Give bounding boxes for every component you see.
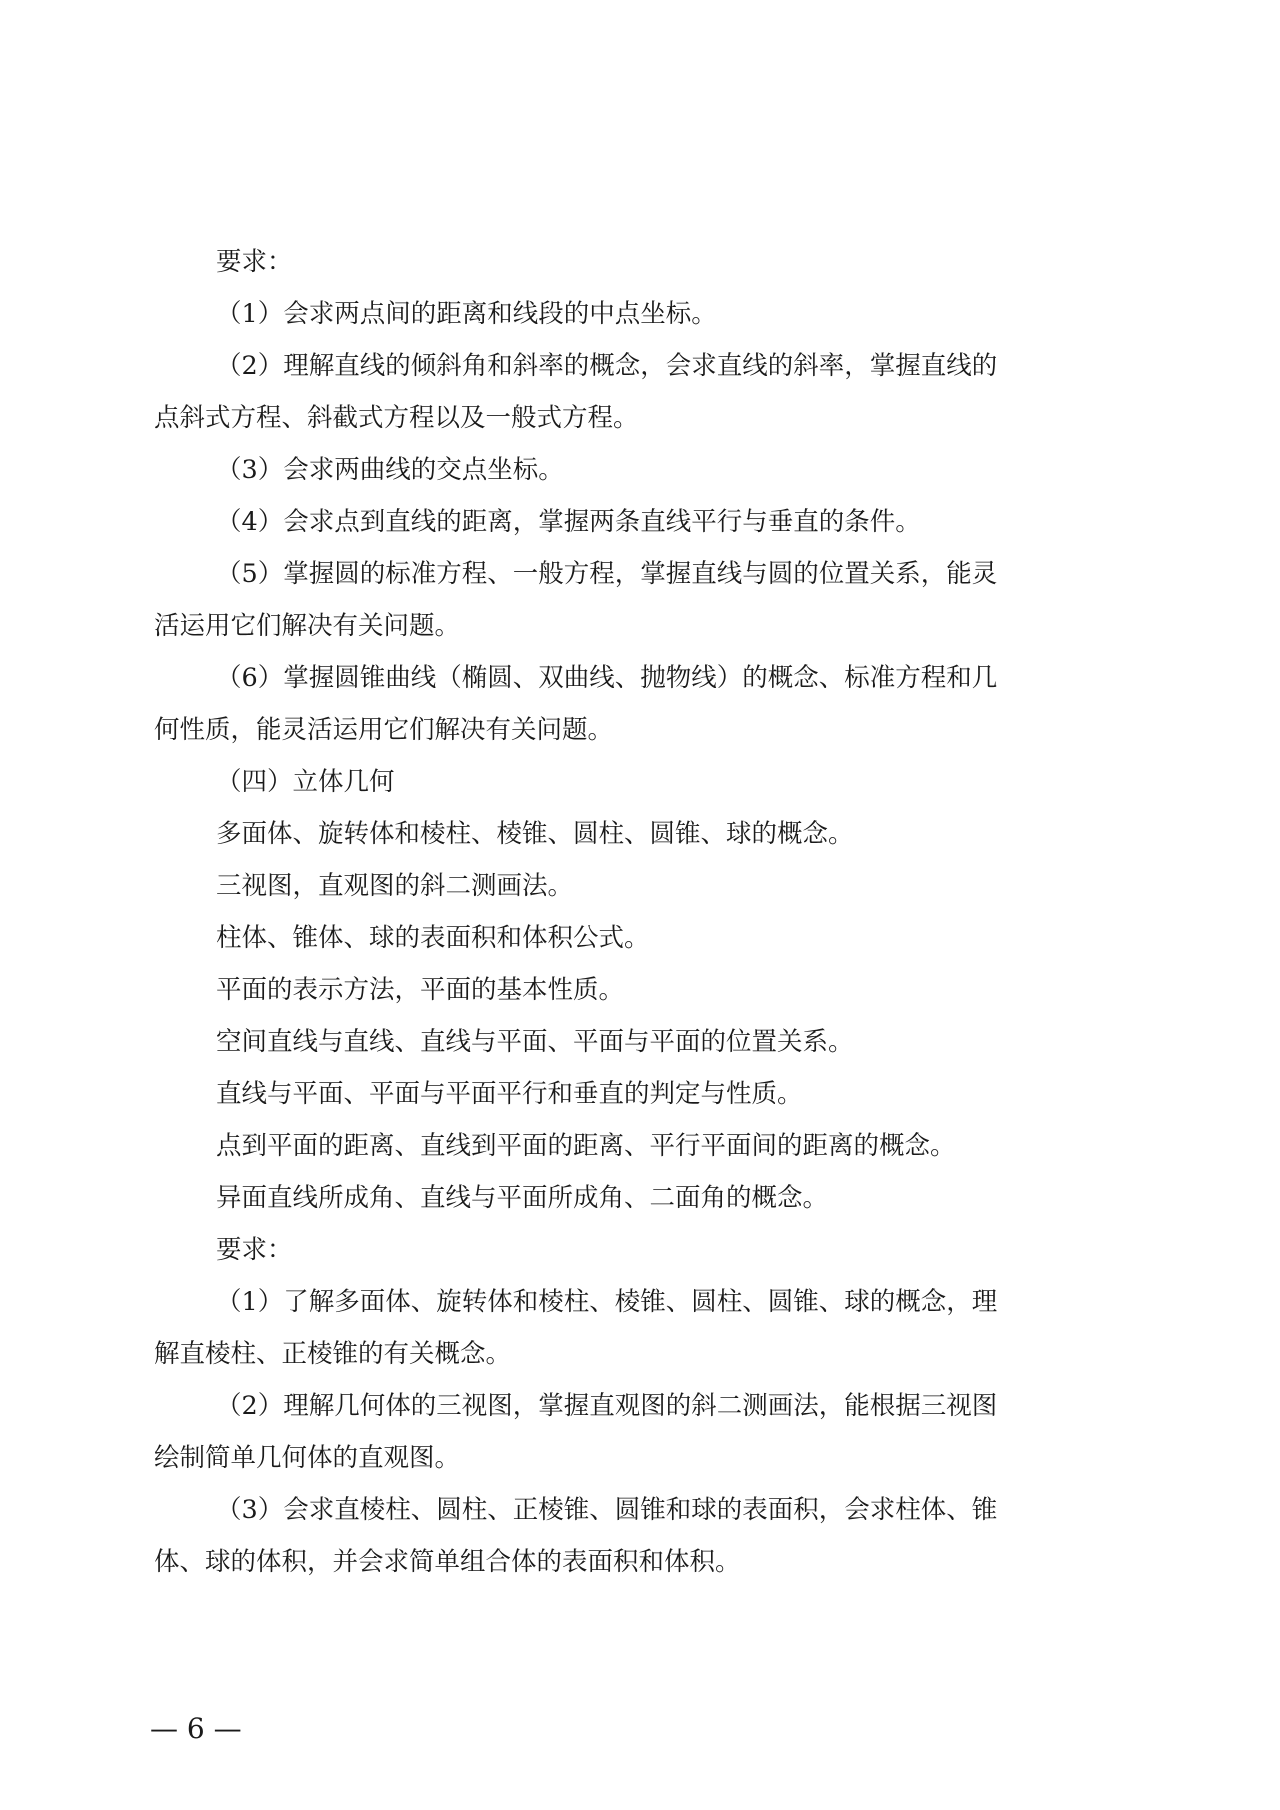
text-line: （5）掌握圆的标准方程、一般方程，掌握直线与圆的位置关系，能灵 <box>216 559 998 589</box>
text-line: （4）会求点到直线的距离，掌握两条直线平行与垂直的条件。 <box>216 507 921 537</box>
text-line: 绘制简单几何体的直观图。 <box>154 1443 461 1473</box>
text-line: （1）了解多面体、旋转体和棱柱、棱锥、圆柱、圆锥、球的概念，理 <box>216 1287 998 1317</box>
text-line: （2）理解直线的倾斜角和斜率的概念，会求直线的斜率，掌握直线的 <box>216 351 998 381</box>
text-line: 多面体、旋转体和棱柱、棱锥、圆柱、圆锥、球的概念。 <box>216 819 854 849</box>
text-line: （3）会求两曲线的交点坐标。 <box>216 455 564 485</box>
section-heading: （四）立体几何 <box>216 767 395 797</box>
text-line: 何性质，能灵活运用它们解决有关问题。 <box>154 715 614 745</box>
text-line: 解直棱柱、正棱锥的有关概念。 <box>154 1339 512 1369</box>
text-line: （2）理解几何体的三视图，掌握直观图的斜二测画法，能根据三视图 <box>216 1391 998 1421</box>
text-line: 点到平面的距离、直线到平面的距离、平行平面间的距离的概念。 <box>216 1131 956 1161</box>
page-number: — 6 — <box>150 1712 242 1745</box>
text-line: 异面直线所成角、直线与平面所成角、二面角的概念。 <box>216 1183 829 1213</box>
text-line: 平面的表示方法，平面的基本性质。 <box>216 975 625 1005</box>
text-line: 柱体、锥体、球的表面积和体积公式。 <box>216 923 650 953</box>
text-line: 直线与平面、平面与平面平行和垂直的判定与性质。 <box>216 1079 803 1109</box>
text-line: 活运用它们解决有关问题。 <box>154 611 461 641</box>
text-line: （1）会求两点间的距离和线段的中点坐标。 <box>216 299 717 329</box>
text-line: 空间直线与直线、直线与平面、平面与平面的位置关系。 <box>216 1027 854 1057</box>
text-line: 要求： <box>216 247 293 277</box>
text-line: （6）掌握圆锥曲线（椭圆、双曲线、抛物线）的概念、标准方程和几 <box>216 663 998 693</box>
text-line: （3）会求直棱柱、圆柱、正棱锥、圆锥和球的表面积，会求柱体、锥 <box>216 1495 998 1525</box>
text-line: 三视图，直观图的斜二测画法。 <box>216 871 574 901</box>
text-line: 体、球的体积，并会求简单组合体的表面积和体积。 <box>154 1547 741 1577</box>
text-line: 要求： <box>216 1235 293 1265</box>
text-line: 点斜式方程、斜截式方程以及一般式方程。 <box>154 403 639 433</box>
